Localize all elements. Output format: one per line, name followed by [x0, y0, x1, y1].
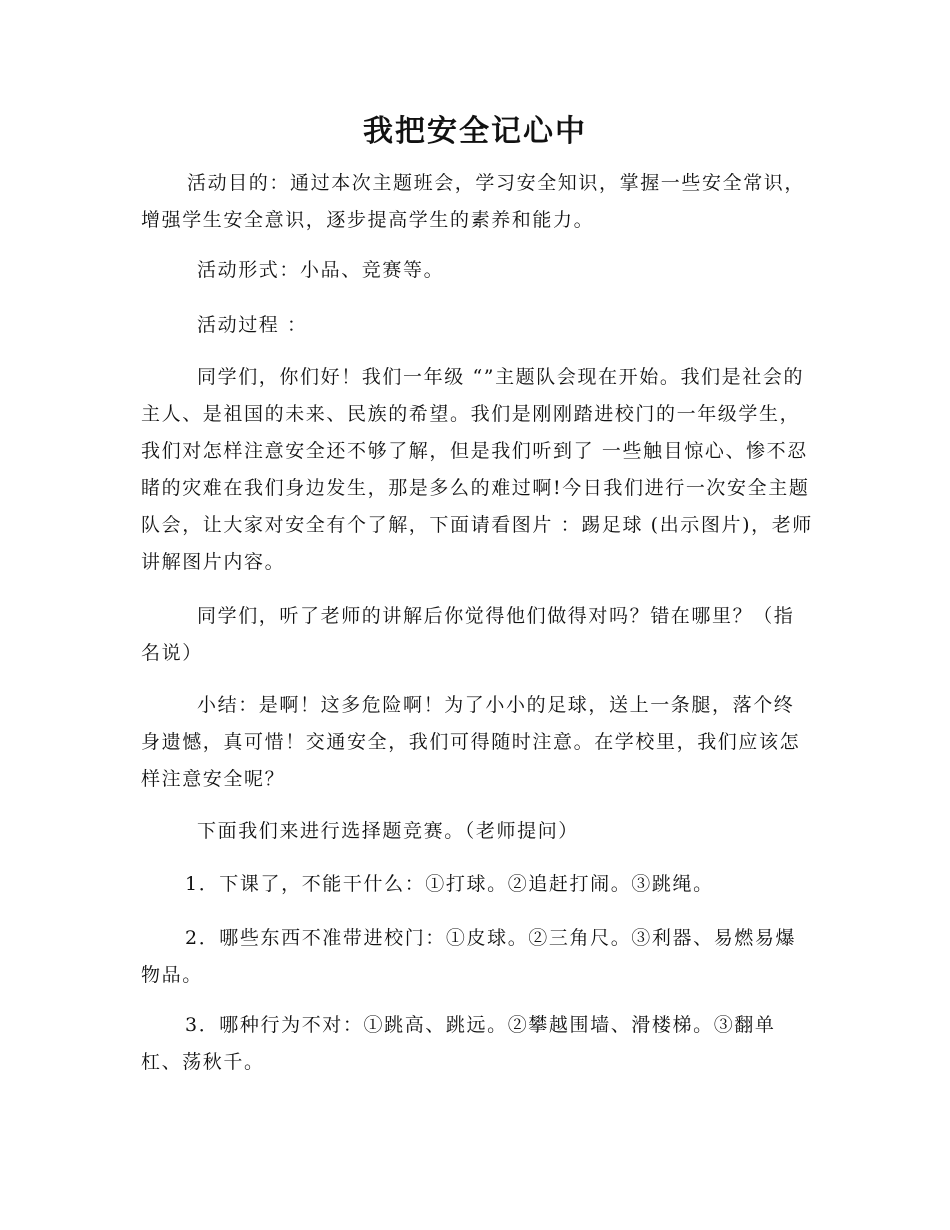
quiz-question-2: 2．哪些东西不准带进校门：①皮球。②三角尺。③利器、易燃易爆物品。: [141, 927, 797, 986]
paragraph-question-discussion: 同学们，听了老师的讲解后你觉得他们做得对吗？错在哪里？（指名说）: [141, 605, 795, 664]
quiz-question-3: 3．哪种行为不对：①跳高、跳远。②攀越围墙、滑楼梯。③翻单杠、荡秋千。: [141, 1014, 776, 1073]
paragraph-quiz-intro: 下面我们来进行选择题竞赛。（老师提问）: [197, 820, 579, 842]
document-title: 我把安全记心中: [363, 114, 587, 149]
paragraph-opening-speech: 同学们，你们好！我们一年级 “”主题队会现在开始。我们是社会的主人、是祖国的未来、民族的希望。我们是刚刚踏进校门的一年级学生，我们对怎样注意安全还不够了解，但是我们听到了 一些触目惊心、惨不忍睹的灾难在我们身边发生，那是多么的难过啊!今日我们进行一次安全主题队会，让大家对安全有个了解，下面请看图片 ：踢足球 (出示图片)，老师讲解图片内容。: [141, 366, 813, 573]
paragraph-summary: 小结：是啊！这多危险啊！为了小小的足球，送上一条腿，落个终身遗憾，真可惜！交通安全，我们可得随时注意。在学校里，我们应该怎样注意安全呢？: [141, 694, 801, 790]
paragraph-activity-form: 活动形式：小品、竞赛等。: [197, 259, 445, 281]
paragraph-activity-purpose: 活动目的：通过本次主题班会，学习安全知识，掌握一些安全常识，增强学生安全意识，逐步提高学生的素养和能力。: [141, 172, 806, 231]
quiz-question-1: 1．下课了，不能干什么：①打球。②追赶打闹。③跳绳。: [185, 873, 714, 895]
paragraph-activity-process: 活动过程 ：: [197, 314, 308, 336]
